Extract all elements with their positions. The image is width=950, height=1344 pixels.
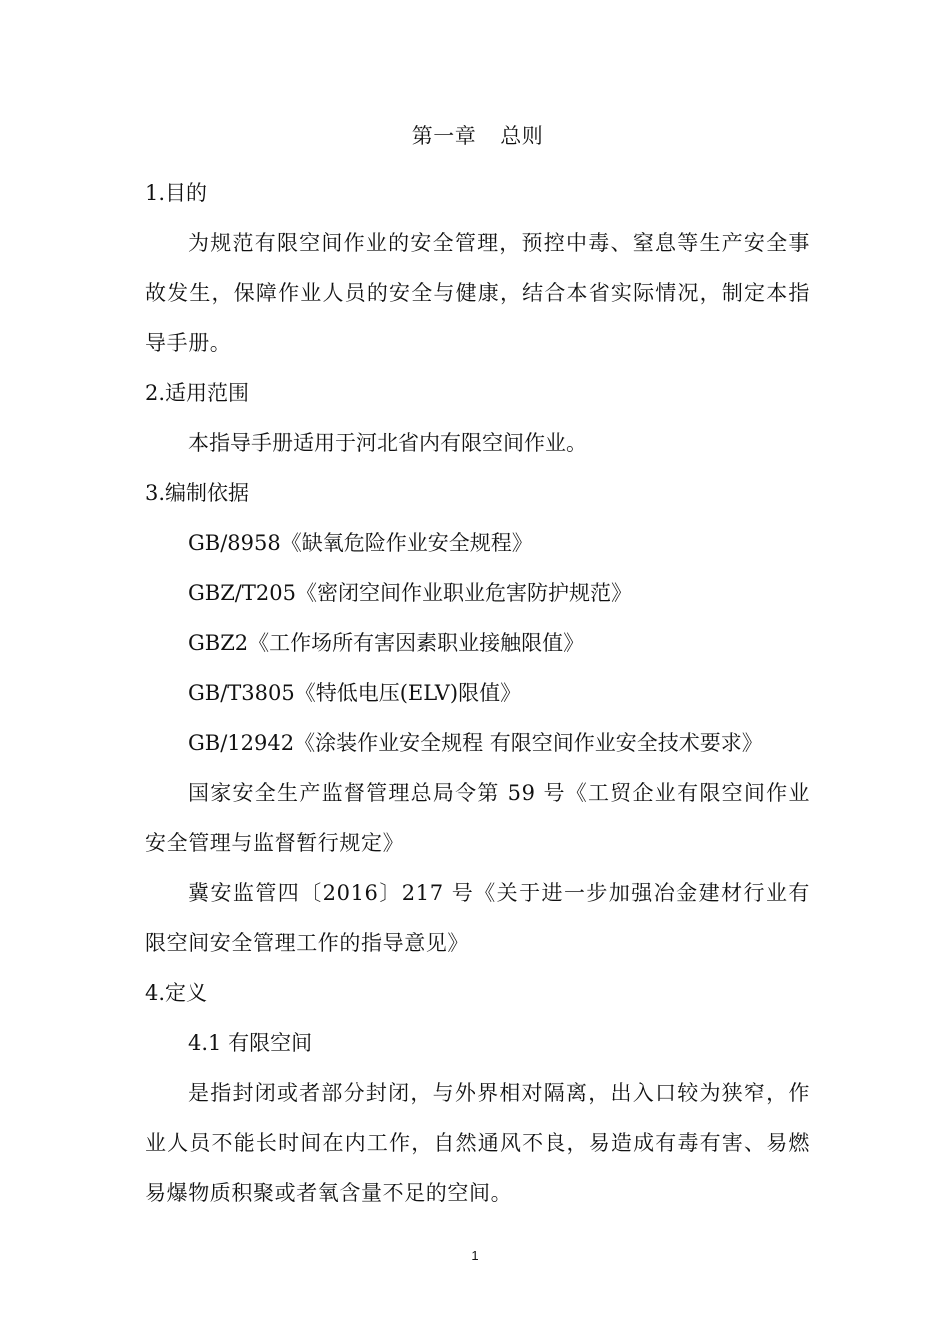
- subsection-heading-confined-space: 4.1 有限空间: [188, 1031, 313, 1055]
- reference-item: 国家安全生产监督管理总局令第 59 号《工贸企业有限空间作业安全管理与监督暂行规定》: [145, 781, 810, 855]
- section-heading-scope: 2.适用范围: [145, 381, 250, 405]
- reference-item: GB/T3805《特低电压(ELV)限值》: [188, 681, 522, 705]
- chapter-title: [145, 118, 810, 154]
- reference-item: GBZ2《工作场所有害因素职业接触限值》: [188, 631, 585, 655]
- section-body-purpose: 为规范有限空间作业的安全管理，预控中毒、窒息等生产安全事故发生，保障作业人员的安全与健康，结合本省实际情况，制定本指导手册。: [145, 231, 810, 355]
- subsection-body-confined-space: 是指封闭或者部分封闭，与外界相对隔离，出入口较为狭窄，作业人员不能长时间在内工作，自然通风不良，易造成有毒有害、易燃易爆物质积聚或者氧含量不足的空间。: [145, 1081, 810, 1205]
- section-heading-definitions: 4.定义: [145, 981, 208, 1005]
- reference-item: GB/8958《缺氧危险作业安全规程》: [188, 531, 533, 555]
- reference-item: 冀安监管四〔2016〕217 号《关于进一步加强冶金建材行业有限空间安全管理工作的指导意见》: [145, 881, 810, 955]
- section-heading-basis: 3.编制依据: [145, 481, 250, 505]
- section-body-scope: 本指导手册适用于河北省内有限空间作业。: [188, 431, 587, 455]
- page-number: 1: [471, 1248, 479, 1263]
- section-heading-purpose: 1.目的: [145, 181, 208, 205]
- reference-item: GBZ/T205《密闭空间作业职业危害防护规范》: [188, 581, 632, 605]
- reference-item: GB/12942《涂装作业安全规程 有限空间作业安全技术要求》: [188, 731, 763, 755]
- document-body: [145, 118, 810, 1218]
- chapter-name: 总则: [500, 124, 544, 148]
- chapter-number: 第一章: [411, 124, 477, 148]
